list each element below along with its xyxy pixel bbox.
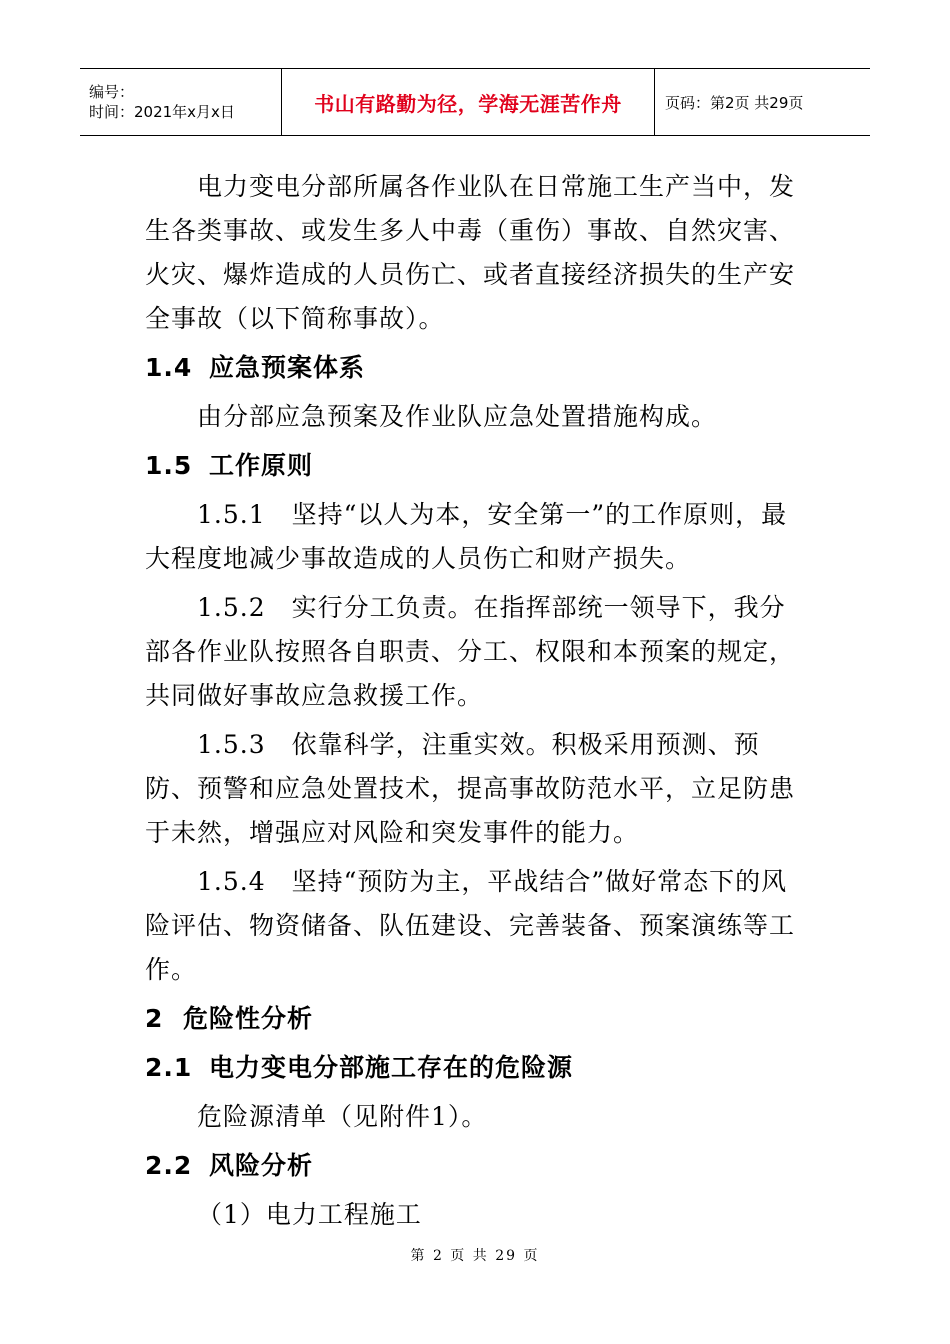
- heading-1-5: [145, 444, 805, 488]
- number-label: 编号：: [89, 83, 135, 101]
- heading-title: 工作原则: [209, 451, 314, 480]
- paragraph-1-5-3: 1.5.3 依靠科学，注重实效。积极采用预测、预防、预警和应急处置技术，提高事故防范水平，立足防患于未然，增强应对风险和突发事件的能力。: [145, 730, 796, 847]
- heading-number: 2.1: [145, 1053, 193, 1082]
- paragraph-1-5-4: 1.5.4 坚持“预防为主，平战结合”做好常态下的风险评估、物资储备、队伍建设、完善装备、预案演练等工作。: [145, 867, 796, 984]
- heading-number: 2: [145, 1004, 164, 1033]
- time-label: 时间：2021年x月x日: [89, 103, 235, 121]
- heading-title: 危险性分析: [183, 1004, 314, 1033]
- heading-2: [145, 997, 805, 1041]
- paragraph-2-2-1: （1）电力工程施工: [197, 1200, 422, 1229]
- paragraph-2-1: 危险源清单（见附件1）。: [197, 1102, 488, 1131]
- paragraph-scope: 电力变电分部所属各作业队在日常施工生产当中，发生各类事故、或发生多人中毒（重伤）事故、自然灾害、火灾、爆炸造成的人员伤亡、或者直接经济损失的生产安全事故（以下简称事故）。: [145, 172, 796, 333]
- heading-title: 电力变电分部施工存在的危险源: [209, 1053, 574, 1082]
- paragraph-1-5-2: 1.5.2 实行分工负责。在指挥部统一领导下，我分部各作业队按照各自职责、分工、权限和本预案的规定，共同做好事故应急救援工作。: [145, 593, 796, 710]
- heading-number: 2.2: [145, 1151, 193, 1180]
- heading-2-1: [145, 1046, 805, 1090]
- heading-number: 1.4: [145, 353, 193, 382]
- page-info: 页码：第2页 共29页: [665, 93, 804, 112]
- heading-1-4: [145, 346, 805, 390]
- header-motto-cell: [282, 69, 655, 135]
- header-left-cell: [80, 69, 282, 135]
- header-page-cell: [655, 69, 870, 135]
- heading-title: 应急预案体系: [209, 353, 366, 382]
- paragraph-1-4: 由分部应急预案及作业队应急处置措施构成。: [197, 402, 718, 431]
- page-header: [80, 68, 870, 136]
- heading-2-2: [145, 1144, 805, 1188]
- paragraph-1-5-1: 1.5.1 坚持“以人为本，安全第一”的工作原则，最大程度地减少事故造成的人员伤亡和财产损失。: [145, 500, 788, 573]
- page-footer: 第 2 页 共 29 页: [410, 1248, 540, 1264]
- document-body: [145, 165, 805, 1242]
- motto-text: 书山有路勤为径，学海无涯苦作舟: [314, 91, 622, 116]
- heading-title: 风险分析: [209, 1151, 314, 1180]
- heading-number: 1.5: [145, 451, 193, 480]
